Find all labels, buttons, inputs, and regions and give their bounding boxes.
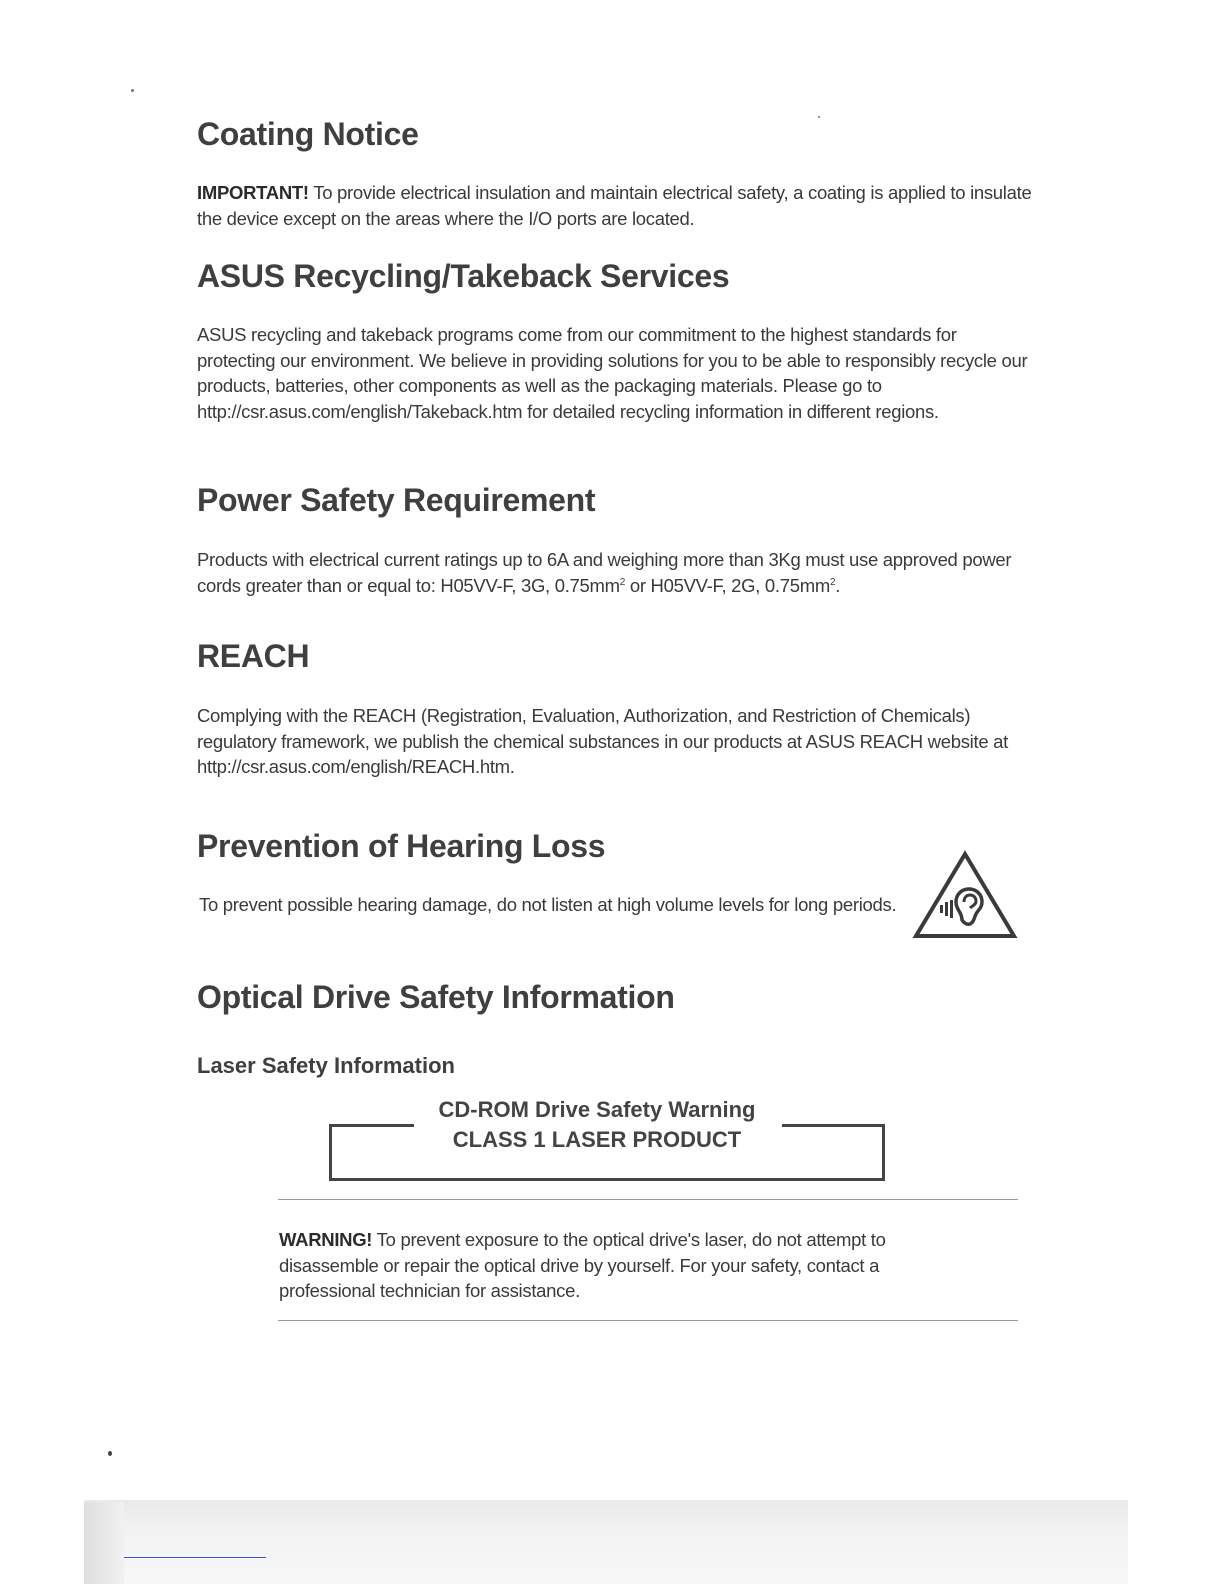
- power-sup1: 2: [619, 576, 626, 588]
- hearing-loss-title: Prevention of Hearing Loss: [197, 828, 606, 864]
- scan-line: [124, 1557, 266, 1558]
- power-text-part1: Products with electrical current ratings up to 6A and weighing more than 3Kg must use approved power cords greater than or equal to: H05VV-F, 3G, 0.75mm: [197, 549, 1012, 596]
- warning-label: WARNING!: [279, 1229, 373, 1250]
- power-text-part3: .: [835, 574, 841, 596]
- laser-safety-subtitle: Laser Safety Information: [197, 1053, 455, 1078]
- recycling-title: ASUS Recycling/Takeback Services: [197, 258, 730, 294]
- scan-speck: [818, 116, 820, 118]
- laser-warning-body: To prevent exposure to the optical drive's laser, do not attempt to disassemble or repair the optical drive by yourself. For your safety, contact a professional technician for assistance.: [279, 1229, 886, 1301]
- scan-speck: [108, 1451, 112, 1456]
- scan-speck: [131, 89, 134, 92]
- reach-title: REACH: [197, 638, 310, 674]
- coating-notice-title: Coating Notice: [197, 116, 419, 152]
- warning-bottom-rule: [278, 1320, 1018, 1321]
- important-label: IMPORTANT!: [197, 182, 309, 203]
- hearing-loss-text: To prevent possible hearing damage, do not listen at high volume levels for long periods.: [199, 894, 897, 915]
- scan-shadow: [84, 1500, 1128, 1584]
- coating-notice-text: [197, 180, 1037, 231]
- warning-top-rule: [278, 1199, 1018, 1200]
- scan-edge: [84, 1502, 124, 1584]
- optical-drive-title: Optical Drive Safety Information: [197, 979, 675, 1015]
- laser-warning-text: [279, 1227, 979, 1304]
- power-safety-text: [197, 547, 1037, 598]
- power-safety-title: Power Safety Requirement: [197, 482, 596, 518]
- reach-text: Complying with the REACH (Registration, Evaluation, Authorization, and Restriction of Chemicals) regulatory framework, we publish the chemical substances in our products at ASUS REACH website at http://csr.asus.com/english/REACH.htm.: [197, 705, 1008, 777]
- recycling-text: ASUS recycling and takeback programs come from our commitment to the highest standards for protecting our environment. We believe in providing solutions for you to be able to responsibly recycle our products, batteries, other components as well as the packaging materials. Please go to http://csr.asus.com/english/Takeback.htm for detailed recycling information in different regions.: [197, 324, 1028, 422]
- power-text-part2: or H05VV-F, 2G, 0.75mm: [625, 574, 830, 596]
- cdrom-warning-heading: CD-ROM Drive Safety Warning: [438, 1097, 756, 1122]
- power-sup2: 2: [829, 576, 836, 588]
- laser-class-label: CLASS 1 LASER PRODUCT: [452, 1127, 742, 1152]
- hearing-warning-icon: [912, 850, 1018, 942]
- coating-notice-body: To provide electrical insulation and maintain electrical safety, a coating is applied to insulate the device except on the areas where the I/O ports are located.: [197, 182, 1032, 229]
